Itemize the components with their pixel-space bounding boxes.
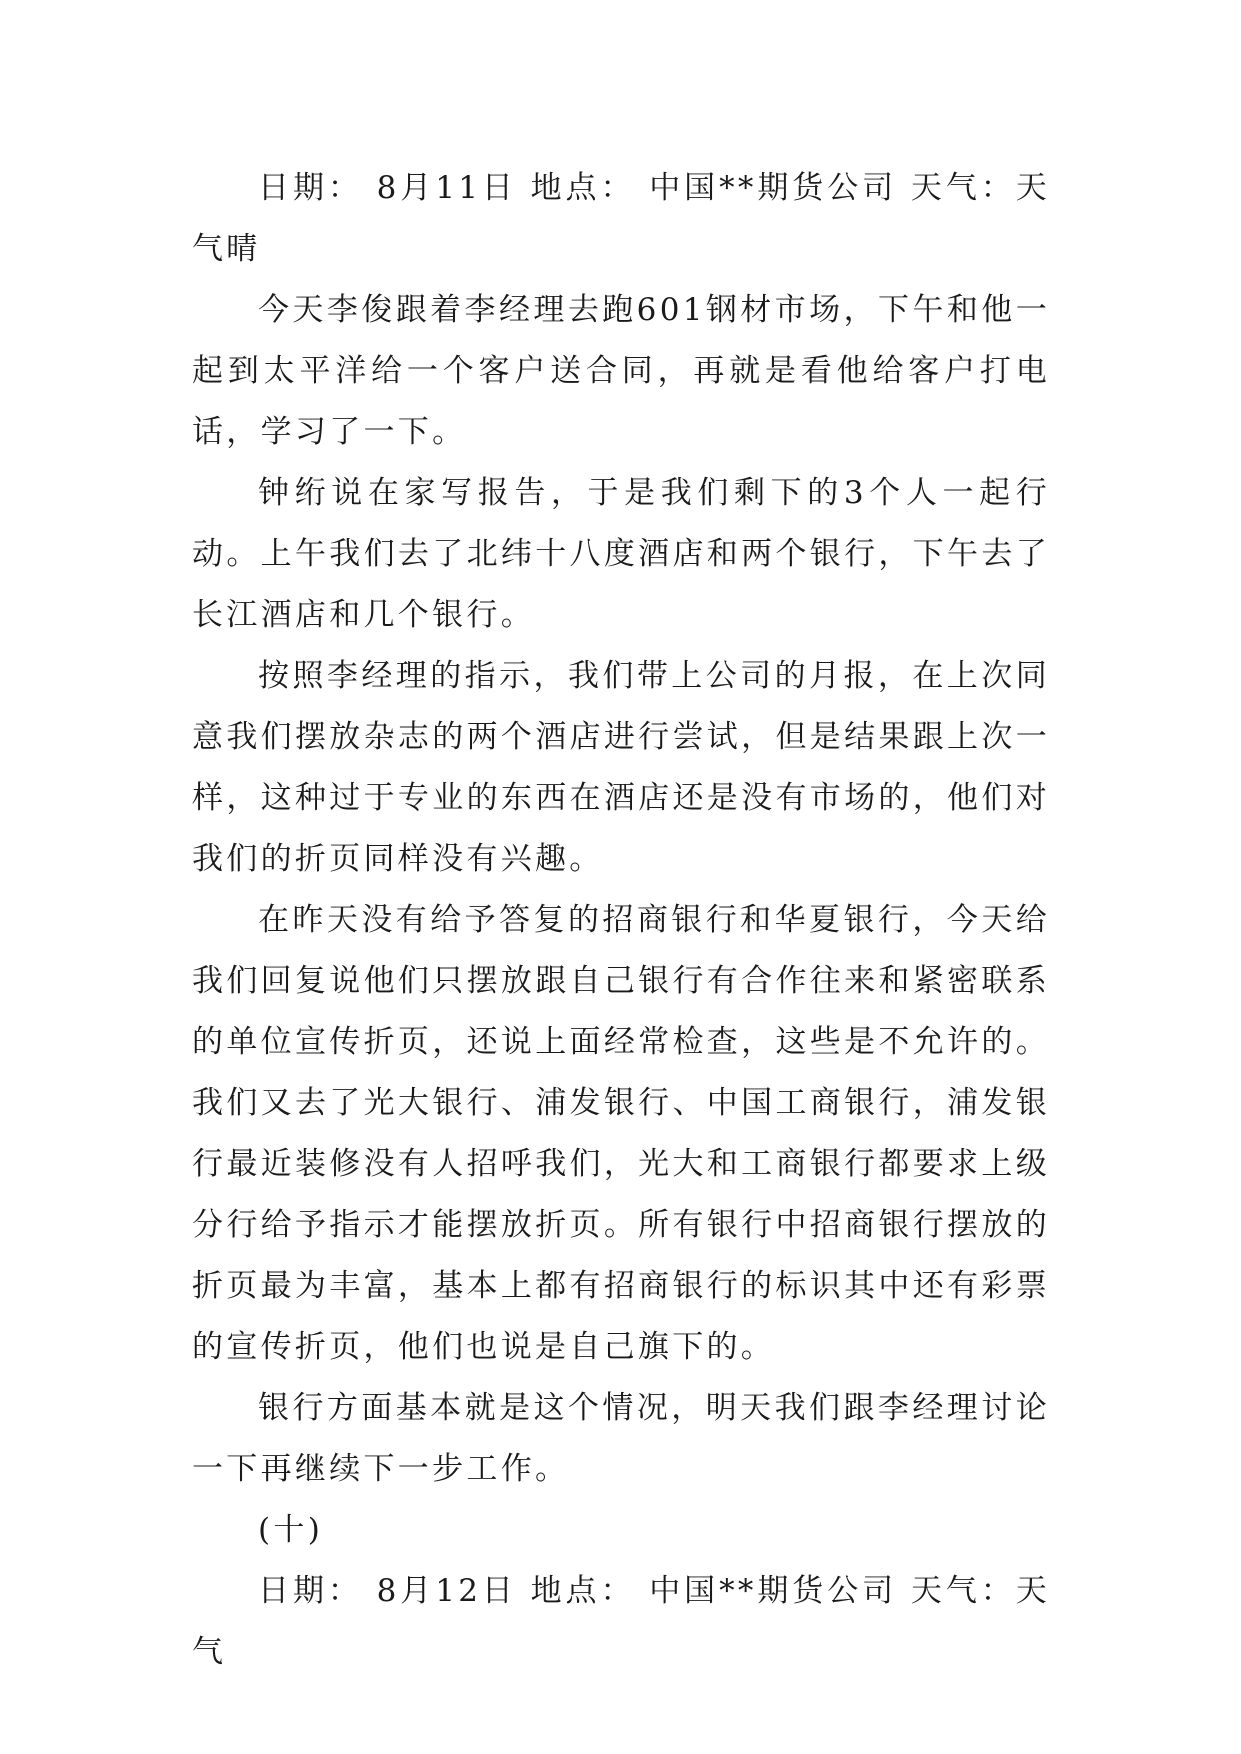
header-line-aug-12: 日期： 8月12日 地点： 中国**期货公司 天气：天气 [192,1573,1050,1670]
paragraph-bank-responses: 在昨天没有给予答复的招商银行和华夏银行，今天给我们回复说他们只摆放跟自己银行有合作往来和紧密联系的单位宣传折页，还说上面经常检查，这些是不允许的。我们又去了光大银行、浦发银行、中国工商银行，浦发银行最近装修没有人招呼我们，光大和工商银行都要求上级分行给予指示才能摆放折页。所有银行中招商银行摆放的折页最为丰富，基本上都有招商银行的标识其中还有彩票的宣传折页，他们也说是自己旗下的。 [192,902,1050,1365]
paragraph-team-activity: 钟绗说在家写报告，于是我们剩下的3个人一起行动。上午我们去了北纬十八度酒店和两个银行，下午去了长江酒店和几个银行。 [192,475,1050,633]
header-line-aug-11: 日期： 8月11日 地点： 中国**期货公司 天气：天气晴 [192,170,1050,267]
paragraph-hotel-trial: 按照李经理的指示，我们带上公司的月报，在上次同意我们摆放杂志的两个酒店进行尝试，但是结果跟上次一样，这种过于专业的东西在酒店还是没有市场的，他们对我们的折页同样没有兴趣。 [192,658,1050,877]
paragraph-li-jun: 今天李俊跟着李经理去跑601钢材市场，下午和他一起到太平洋给一个客户送合同，再就是看他给客户打电话，学习了一下。 [192,292,1050,450]
document-body [192,158,1050,1683]
section-marker: (十) [258,1512,324,1548]
paragraph-summary: 银行方面基本就是这个情况，明天我们跟李经理讨论一下再继续下一步工作。 [192,1390,1050,1487]
